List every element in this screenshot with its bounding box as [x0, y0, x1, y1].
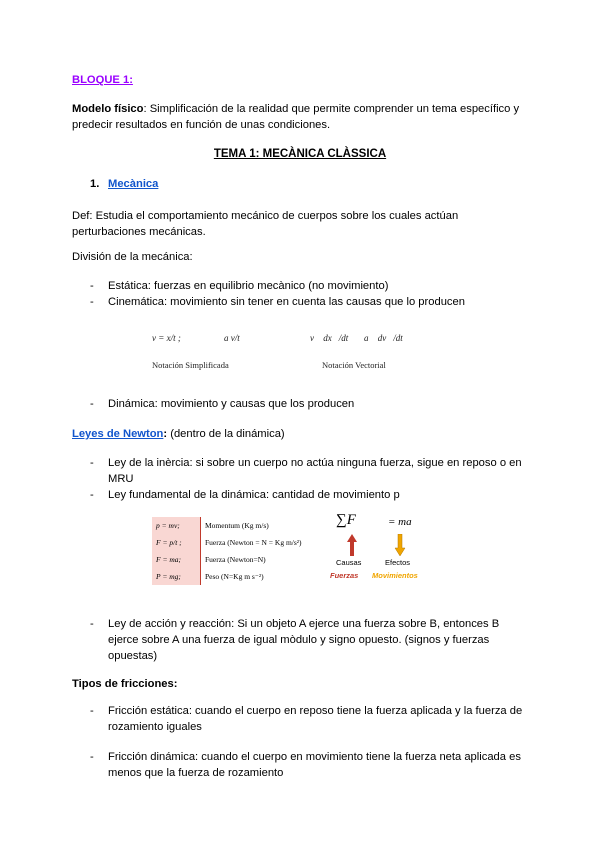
cause-label: Causas: [336, 558, 362, 567]
sum-forces-lhs: ∑F: [336, 512, 356, 528]
modelo-text: : Simplificación de la realidad que permite comprender un tema específico y predecir resultados en función de unas condiciones.: [72, 103, 520, 131]
vector-velocity-formula: v⃗ dx⃗/dt: [310, 333, 349, 343]
effect-arrow-icon: [394, 534, 406, 556]
list-item: - Ley de la inèrcia: si sobre un cuerpo no actúa ninguna fuerza, sigue en reposo o en MRU: [90, 455, 530, 487]
cause-caption: Fuerzas: [330, 571, 359, 580]
division-label: División de la mecánica:: [72, 251, 193, 263]
fricciones-list-2: [90, 749, 530, 781]
list-item: - Dinámica: movimiento y causas que los producen: [90, 396, 530, 412]
formula-cell: p = mv;: [152, 517, 201, 534]
simplified-acceleration-formula: a v/t: [224, 333, 240, 343]
formula-desc-cell: Peso (N=Kg m s⁻²): [201, 568, 322, 585]
sum-forces-rhs: = ma: [388, 516, 412, 528]
newton-list: [90, 455, 530, 503]
formula-table: [152, 517, 321, 585]
formula-cell: P = mg;: [152, 568, 201, 585]
vector-acceleration-formula: a⃗ dv⃗/dt: [364, 333, 403, 343]
section-heading: [90, 178, 158, 190]
list-item: - Estática: fuerzas en equilibrio mecànico (no movimiento): [90, 278, 530, 294]
formula-cell: F = ma;: [152, 551, 201, 568]
list-item: - Cinemática: movimiento sin tener en cuenta las causas que lo producen: [90, 294, 530, 310]
modelo-paragraph: [72, 101, 532, 133]
leyes-newton-link[interactable]: Leyes de Newton: [72, 428, 164, 440]
notation-figure: [150, 328, 410, 372]
section-number: 1.: [90, 178, 100, 190]
simplified-velocity-formula: v = x/t ;: [152, 333, 181, 343]
list-item: - Ley fundamental de la dinámica: cantidad de movimiento p: [90, 487, 530, 503]
table-row: [152, 517, 321, 534]
effect-label: Efectos: [385, 558, 411, 567]
division-list: [90, 278, 530, 310]
formula-desc-cell: Momentum (Kg m/s): [201, 517, 322, 534]
dinamica-list: [90, 396, 530, 412]
accion-list: [90, 616, 530, 664]
fricciones-list: [90, 703, 530, 735]
tema-title: TEMA 1: MECÀNICA CLÀSSICA: [213, 148, 387, 160]
modelo-term: Modelo físico: [72, 103, 144, 115]
cause-arrow-icon: [346, 534, 358, 556]
leyes-colon: :: [163, 428, 168, 440]
effect-caption: Movimientos: [372, 571, 418, 580]
formula-table-figure: [152, 517, 321, 585]
def-paragraph: Def: Estudia el comportamiento mecánico de cuerpos sobre los cuales actúan perturbaciones mecánicas.: [72, 210, 459, 238]
formula-desc-cell: Fuerza (Newton = N = Kg m/s²): [201, 534, 322, 551]
leyes-heading: [72, 426, 532, 442]
sum-forces-figure: [330, 512, 450, 584]
table-row: [152, 568, 321, 585]
fricciones-title: Tipos de fricciones:: [72, 678, 178, 690]
list-item: - Fricción estática: cuando el cuerpo en reposo tiene la fuerza aplicada y la fuerza de rozamiento iguales: [90, 703, 530, 735]
formula-desc-cell: Fuerza (Newton=N): [201, 551, 322, 568]
table-row: [152, 534, 321, 551]
simplified-caption: Notación Simplificada: [152, 360, 229, 370]
section-link-mecanica[interactable]: Mecànica: [108, 178, 159, 190]
table-row: [152, 551, 321, 568]
vector-caption: Notación Vectorial: [322, 360, 386, 370]
bloque-heading: BLOQUE 1:: [72, 74, 133, 86]
leyes-note: (dentro de la dinámica): [167, 428, 285, 440]
list-item: - Fricción dinámica: cuando el cuerpo en movimiento tiene la fuerza neta aplicada es menos que la fuerza de rozamiento: [90, 749, 530, 781]
formula-cell: F = p/t ;: [152, 534, 201, 551]
list-item: - Ley de acción y reacción: Si un objeto A ejerce una fuerza sobre B, entonces B ejerce sobre A una fuerza de igual mòdulo y signo opuesto. (signos y fuerzas opuestas): [90, 616, 530, 664]
